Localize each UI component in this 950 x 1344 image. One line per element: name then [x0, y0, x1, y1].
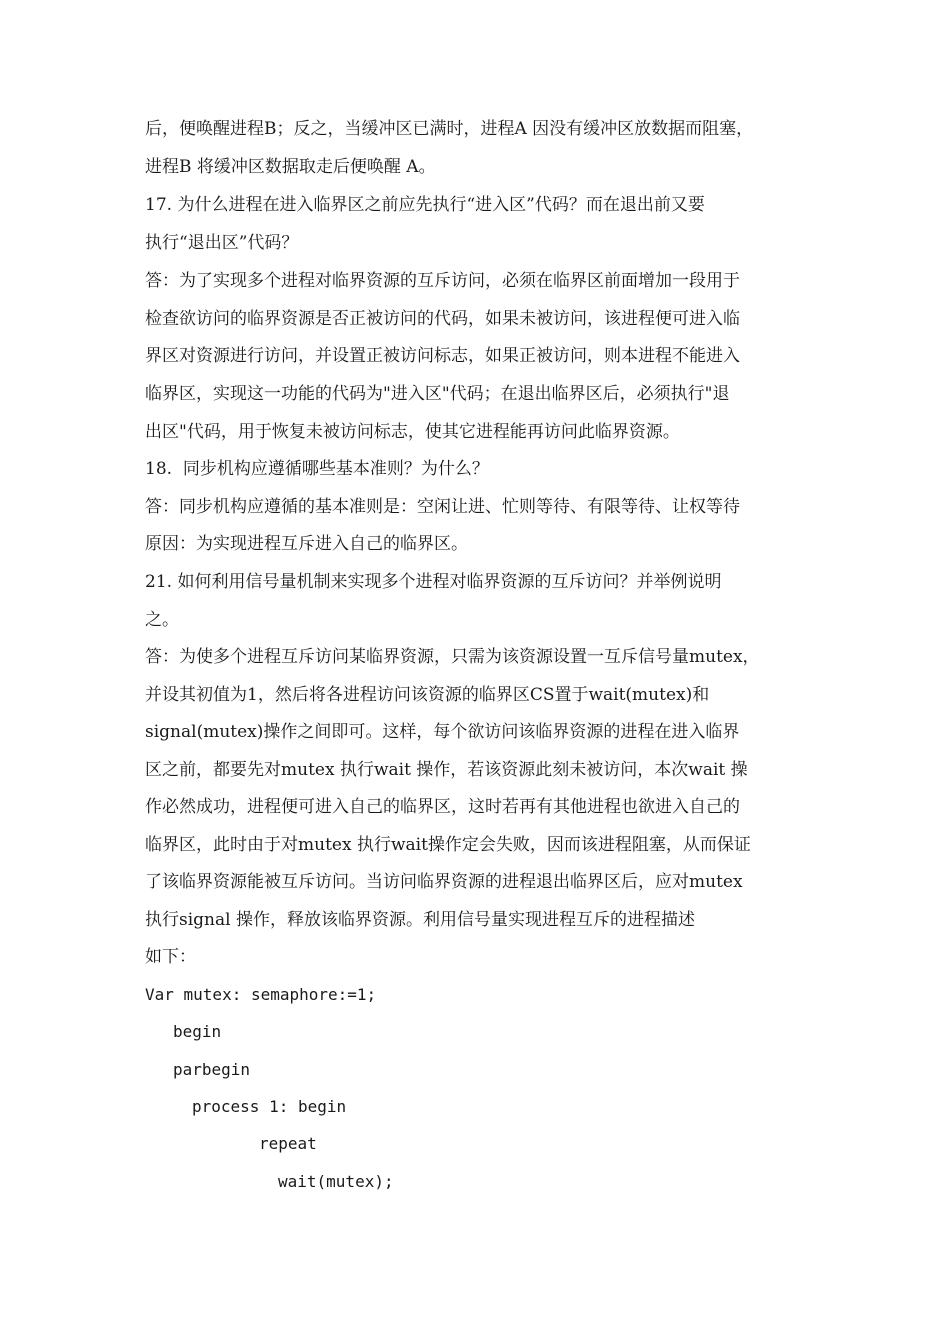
answer-21-line: 答：为使多个进程互斥访问某临界资源，只需为该资源设置一互斥信号量mutex， — [145, 647, 760, 667]
answer-18-line: 原因：为实现进程互斥进入自己的临界区。 — [145, 534, 468, 554]
answer-21-line: 区之前，都要先对mutex 执行wait 操作，若该资源此刻未被访问，本次wait 操 — [145, 760, 748, 780]
answer-21-line: 并设其初值为1，然后将各进程访问该资源的临界区CS置于wait(mutex)和 — [145, 685, 710, 705]
answer-17-line: 界区对资源进行访问，并设置正被访问标志，如果正被访问，则本进程不能进入 — [145, 346, 740, 366]
answer-17-line: 答：为了实现多个进程对临界资源的互斥访问，必须在临界区前面增加一段用于 — [145, 271, 740, 291]
code-line: Var mutex: semaphore:=1; — [145, 985, 377, 1004]
code-line: wait(mutex); — [278, 1172, 394, 1191]
code-line: begin — [173, 1022, 222, 1041]
question-21-line: 之。 — [145, 610, 179, 630]
answer-21-line: 执行signal 操作，释放该临界资源。利用信号量实现进程互斥的进程描述 — [145, 910, 695, 930]
answer-17-line: 出区"代码，用于恢复未被访问标志，使其它进程能再访问此临界资源。 — [145, 422, 680, 442]
text-line: 进程B 将缓冲区数据取走后便唤醒 A。 — [145, 157, 436, 177]
text-line: 后，便唤醒进程B；反之，当缓冲区已满时，进程A 因没有缓冲区放数据而阻塞， — [145, 119, 754, 139]
answer-18-line: 答：同步机构应遵循的基本准则是：空闲让进、忙则等待、有限等待、让权等待 — [145, 497, 740, 517]
code-line: repeat — [259, 1134, 317, 1153]
answer-21-line: 临界区，此时由于对mutex 执行wait操作定会失败，因而该进程阻塞，从而保证 — [145, 835, 751, 855]
question-21-line: 21. 如何利用信号量机制来实现多个进程对临界资源的互斥访问？并举例说明 — [145, 572, 722, 592]
code-line: parbegin — [173, 1060, 251, 1079]
code-line: process 1: begin — [192, 1097, 347, 1116]
question-17-line: 17. 为什么进程在进入临界区之前应先执行“进入区”代码？而在退出前又要 — [145, 195, 705, 215]
question-18-line: 18. 同步机构应遵循哪些基本准则？为什么？ — [145, 459, 489, 479]
answer-21-line: 如下： — [145, 947, 196, 967]
answer-21-line: 作必然成功，进程便可进入自己的临界区，这时若再有其他进程也欲进入自己的 — [145, 797, 740, 817]
answer-17-line: 临界区，实现这一功能的代码为"进入区"代码；在退出临界区后，必须执行"退 — [145, 384, 730, 404]
question-17-line: 执行“退出区”代码？ — [145, 233, 299, 253]
answer-21-line: 了该临界资源能被互斥访问。当访问临界资源的进程退出临界区后，应对mutex — [145, 872, 743, 892]
answer-17-line: 检查欲访问的临界资源是否正被访问的代码，如果未被访问，该进程便可进入临 — [145, 309, 740, 329]
answer-21-line: signal(mutex)操作之间即可。这样，每个欲访问该临界资源的进程在进入临界 — [145, 722, 740, 742]
